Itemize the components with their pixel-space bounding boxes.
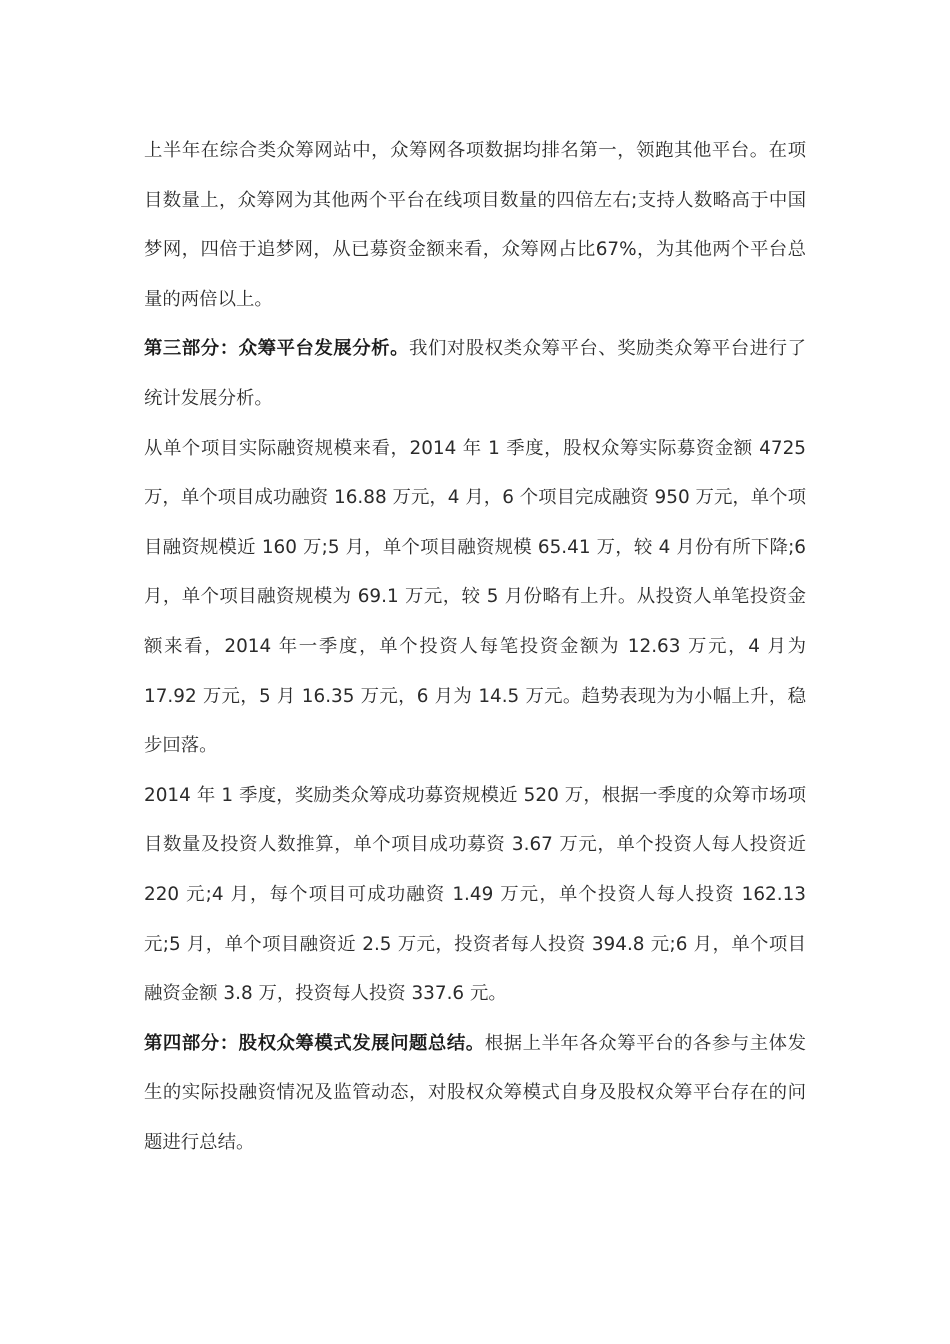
section-heading-part-four: 第四部分：股权众筹模式发展问题总结。 xyxy=(144,1032,485,1054)
paragraph-reward-financing xyxy=(144,771,806,1019)
paragraph-text: 2014 年 1 季度，奖励类众筹成功募资规模近 520 万，根据一季度的众筹市场项目数量及投资人数推算，单个项目成功募资 3.67 万元，单个投资人每人投资近 220 元;4 月，每个项目可成功融资 1.49 万元，单个投资人每人投资 162.13 元;5 月，单个项目融资近 2.5 万元，投资者每人投资 394.8 元;6 月，单个项目融资金额 3.8 万，投资每人投资 337.6 元。 xyxy=(144,784,806,1005)
paragraph-text: 我们对股权类众筹平台、奖励类众筹平台进行了统计发展分析。 xyxy=(144,338,806,409)
section-heading-part-three: 第三部分：众筹平台发展分析。 xyxy=(144,338,410,360)
paragraph-equity-financing xyxy=(144,424,806,771)
paragraph-part-three xyxy=(144,324,806,423)
document-body xyxy=(144,126,806,1167)
paragraph-part-four xyxy=(144,1019,806,1168)
paragraph-text: 根据上半年各众筹平台的各参与主体发生的实际投融资情况及监管动态，对股权众筹模式自身及股权众筹平台存在的问题进行总结。 xyxy=(144,1032,806,1153)
paragraph-platform-ranking xyxy=(144,126,806,324)
paragraph-text: 上半年在综合类众筹网站中，众筹网各项数据均排名第一，领跑其他平台。在项目数量上，众筹网为其他两个平台在线项目数量的四倍左右;支持人数略高于中国梦网，四倍于追梦网，从已募资金额来看，众筹网占比67%，为其他两个平台总量的两倍以上。 xyxy=(144,140,806,310)
paragraph-text: 从单个项目实际融资规模来看，2014 年 1 季度，股权众筹实际募资金额 4725 万，单个项目成功融资 16.88 万元，4 月，6 个项目完成融资 950 万元，单个项目融资规模近 160 万;5 月，单个项目融资规模 65.41 万，较 4 月份有所下降;6 月，单个项目融资规模为 69.1 万元，较 5 月份略有上升。从投资人单笔投资金额来看，2014 年一季度，单个投资人每笔投资金额为 12.63 万元，4 月为 17.92 万元，5 月 16.35 万元，6 月为 14.5 万元。趋势表现为为小幅上升，稳步回落。 xyxy=(144,437,806,757)
